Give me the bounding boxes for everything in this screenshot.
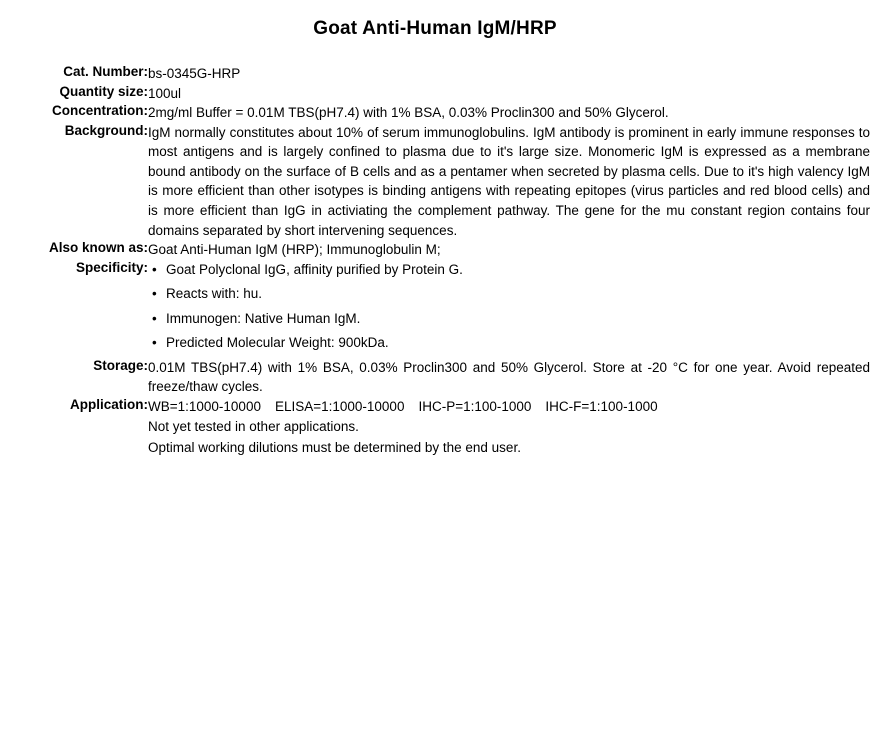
table-row-concentration: [0, 103, 870, 123]
storage-value: 0.01M TBS(pH7.4) with 1% BSA, 0.03% Proclin300 and 50% Glycerol. Store at -20 °C for one year. Avoid repeated freeze/thaw cycles.: [148, 359, 870, 395]
list-item: • Goat Polyclonal IgG, affinity purified by Protein G.: [166, 260, 870, 280]
table-row-application: [0, 397, 870, 458]
storage-label: Storage:: [93, 357, 148, 373]
dilution-ihc-p: IHC-P=1:100-1000: [418, 399, 532, 414]
application-note-2: Optimal working dilutions must be determined by the end user.: [148, 439, 521, 455]
table-row-specificity: [0, 260, 870, 358]
background-value: IgM normally constitutes about 10% of serum immunoglobulins. IgM antibody is prominent in early immune responses to most antigens and is largely confined to plasma due to it's large size. Monomeric IgM is expressed as a membrane bound antibody on the surface of B cells and as a pentamer when secreted by plasma cells. Due to it's high valency IgM is more efficient than other isotypes is binding antigens with repeating epitopes (virus particles and red blood cells) and is more efficient than IgG in activiating the complement pathway. The gene for the mu constant region contains four domains separated by short intervening sequences.: [148, 124, 870, 238]
page-title: Goat Anti-Human IgM/HRP: [313, 18, 557, 39]
cat-number-label: Cat. Number:: [63, 64, 148, 79]
specificity-list: [148, 260, 870, 353]
table-row-also-known-as: [0, 240, 870, 260]
dilution-elisa: ELISA=1:1000-10000: [274, 399, 405, 414]
specification-table: [0, 64, 870, 458]
application-label: Application:: [70, 397, 148, 412]
also-known-as-value: Goat Anti-Human IgM (HRP); Immunoglobulin M;: [148, 242, 441, 258]
list-item: • Predicted Molecular Weight: 900kDa.: [166, 333, 870, 353]
concentration-label: Concentration:: [52, 103, 148, 119]
list-item: • Immunogen: Native Human IgM.: [166, 309, 870, 329]
dilution-ihc-f: IHC-F=1:100-1000: [545, 399, 658, 414]
specificity-value: [148, 260, 870, 358]
background-label: Background:: [64, 122, 148, 138]
table-row-background: [0, 123, 870, 240]
concentration-value: 2mg/ml Buffer = 0.01M TBS(pH7.4) with 1% BSA, 0.03% Proclin300 and 50% Glycerol.: [148, 105, 669, 121]
quantity-size-label: Quantity size:: [59, 83, 148, 99]
application-note-1: Not yet tested in other applications.: [148, 419, 359, 435]
specificity-label: Specificity:: [75, 259, 148, 275]
table-row-storage: [0, 358, 870, 397]
list-item: • Reacts with: hu.: [166, 284, 870, 304]
table-row-quantity-size: [0, 84, 870, 104]
table-row-cat-number: [0, 64, 870, 84]
cat-number-value: bs-0345G-HRP: [148, 66, 241, 81]
dilution-wb: WB=1:1000-10000: [148, 399, 261, 414]
application-dilutions: [148, 397, 870, 417]
application-value: [148, 397, 870, 458]
datasheet-page: [0, 18, 870, 730]
quantity-size-value: 100ul: [148, 85, 182, 101]
also-known-as-label: Also known as:: [48, 240, 148, 256]
